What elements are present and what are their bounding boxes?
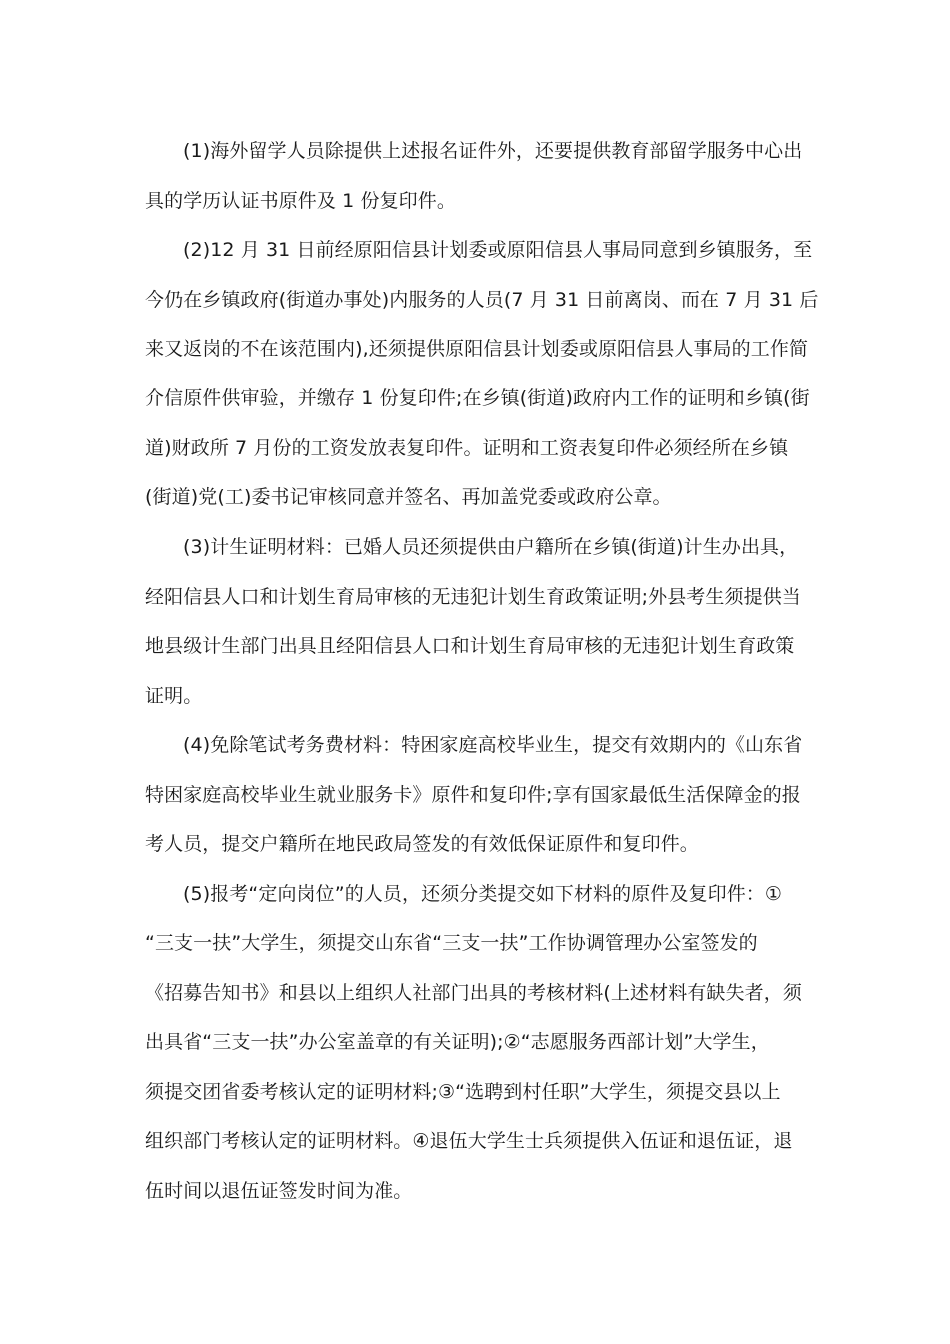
paragraph-1-line-2: 具的学历认证书原件及 1 份复印件。 — [145, 190, 456, 212]
paragraph-5-line-1: (5)报考“定向岗位”的人员，还须分类提交如下材料的原件及复印件：① — [183, 883, 783, 905]
paragraph-3-line-2: 经阳信县人口和计划生育局审核的无违犯计划生育政策证明;外县考生须提供当 — [145, 586, 801, 608]
paragraph-3-line-3: 地县级计生部门出具且经阳信县人口和计划生育局审核的无违犯计划生育政策 — [145, 635, 795, 657]
paragraph-5-line-5: 须提交团省委考核认定的证明材料;③“选聘到村任职”大学生，须提交县以上 — [145, 1081, 781, 1103]
paragraph-2-line-6: (街道)党(工)委书记审核同意并签名、再加盖党委或政府公章。 — [145, 486, 672, 508]
paragraph-5-line-4: 出具省“三支一扶”办公室盖章的有关证明);②“志愿服务西部计划”大学生， — [145, 1031, 770, 1053]
paragraph-4-line-3: 考人员，提交户籍所在地民政局签发的有效低保证原件和复印件。 — [145, 833, 699, 855]
paragraph-5-line-2: “三支一扶”大学生，须提交山东省“三支一扶”工作协调管理办公室签发的 — [145, 932, 758, 954]
paragraph-3-line-4: 证明。 — [145, 685, 203, 707]
paragraph-2-line-3: 来又返岗的不在该范围内),还须提供原阳信县计划委或原阳信县人事局的工作简 — [145, 338, 809, 360]
paragraph-2-line-4: 介信原件供审验，并缴存 1 份复印件;在乡镇(街道)政府内工作的证明和乡镇(街 — [145, 387, 810, 409]
paragraph-5-line-6: 组织部门考核认定的证明材料。④退伍大学生士兵须提供入伍证和退伍证，退 — [145, 1130, 793, 1152]
paragraph-4-line-2: 特困家庭高校毕业生就业服务卡》原件和复印件;享有国家最低生活保障金的报 — [145, 784, 801, 806]
paragraph-5-line-7: 伍时间以退伍证签发时间为准。 — [145, 1180, 413, 1202]
paragraph-5-line-3: 《招募告知书》和县以上组织人社部门出具的考核材料(上述材料有缺失者，须 — [145, 982, 802, 1004]
paragraph-2-line-2: 今仍在乡镇政府(街道办事处)内服务的人员(7 月 31 日前离岗、而在 7 月 31 后 — [145, 289, 819, 311]
paragraph-3-line-1: (3)计生证明材料：已婚人员还须提供由户籍所在乡镇(街道)计生办出具， — [183, 536, 799, 558]
paragraph-1-line-1: (1)海外留学人员除提供上述报名证件外，还要提供教育部留学服务中心出 — [183, 140, 803, 162]
paragraph-4-line-1: (4)免除笔试考务费材料：特困家庭高校毕业生，提交有效期内的《山东省 — [183, 734, 803, 756]
paragraph-2-line-5: 道)财政所 7 月份的工资发放表复印件。证明和工资表复印件必须经所在乡镇 — [145, 437, 789, 459]
paragraph-2-line-1: (2)12 月 31 日前经原阳信县计划委或原阳信县人事局同意到乡镇服务，至 — [183, 239, 813, 261]
